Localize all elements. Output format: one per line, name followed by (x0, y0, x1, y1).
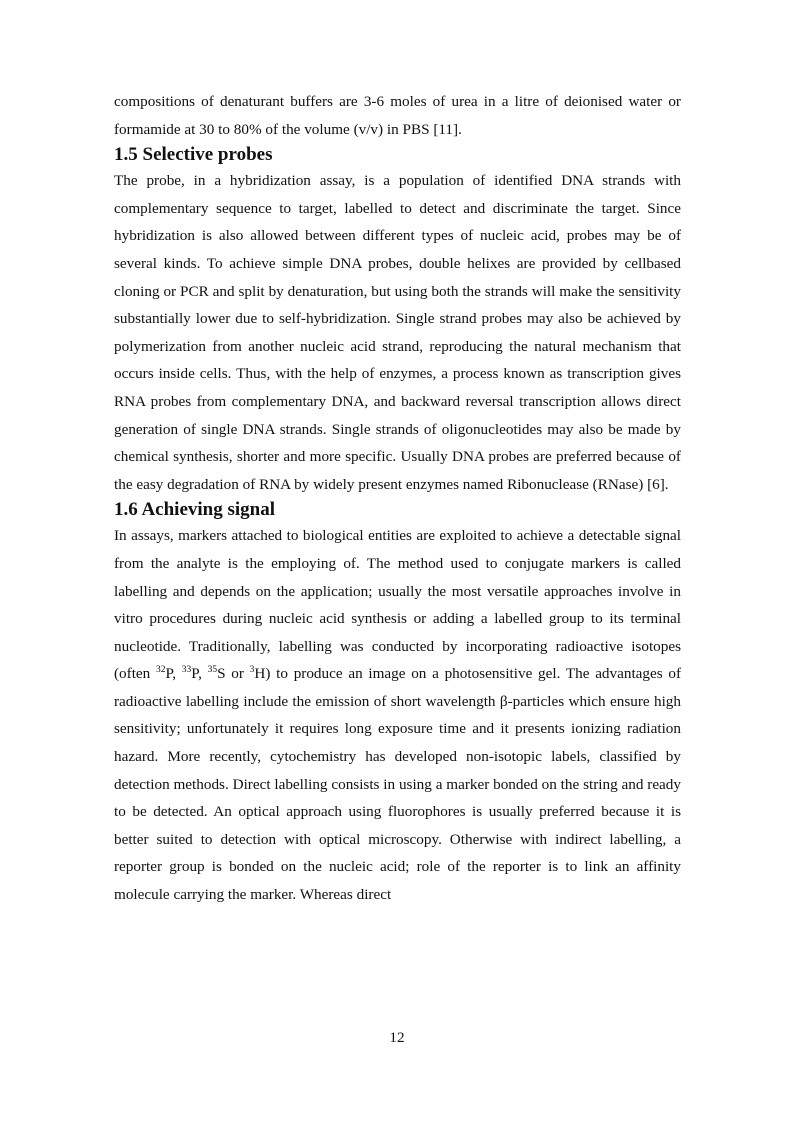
achieving-signal-paragraph (114, 522, 681, 908)
isotope-1 (156, 665, 182, 682)
page-number: 12 (389, 1029, 405, 1046)
isotope-symbol: H (254, 665, 266, 683)
isotope-separator: , (172, 665, 182, 683)
selective-probes-paragraph: The probe, in a hybridization assay, is a population of identified DNA strands with complementary sequence to target, labelled to detect and discriminate the target. Since hybridization is also allowed between different types of nucleic acid, probes may be of several kinds. To achieve simple DNA probes, double helixes are provided by cellbased cloning or PCR and split by denaturation, but using both the strands will make the sensitivity substantially lower due to self-hybridization. Single strand probes may also be achieved by polymerization from another nucleic acid strand, reproducing the natural mechanism that occurs inside cells. Thus, with the help of enzymes, a process known as transcription gives RNA probes from complementary DNA, and backward reversal transcription allows direct generation of single DNA strands. Single strands of oligonucleotides may also be made by chemical synthesis, shorter and more specific. Usually DNA probes are preferred because of the easy degradation of RNA by widely present enzymes named Ribonuclease (RNase) [6]. (114, 172, 681, 493)
isotope-symbol: P (165, 665, 173, 683)
achieving-signal-text-part-1: In assays, markers attached to biological entities are exploited to achieve a detectable signal from the analyte is the employing of. The method used to conjugate markers is called labelling and depends on the application; usually the most versatile approaches involve in vitro procedures during nucleic acid synthesis or adding a labelled group to its terminal nucleotide. Traditionally, labelling was conducted by incorporating radioactive isotopes (often (114, 527, 681, 683)
isotope-symbol: P (191, 665, 199, 683)
section-heading-achieving-signal: 1.6 Achieving signal (114, 499, 275, 521)
document-page (114, 88, 681, 909)
isotope-mass: 35 (207, 665, 218, 676)
isotope-separator: or (225, 665, 250, 683)
isotope-mass: 3 (249, 665, 255, 676)
intro-paragraph: compositions of denaturant buffers are 3-6 moles of urea in a litre of deionised water or formamide at 30 to 80% of the volume (v/v) in PBS [11]. (114, 93, 681, 138)
isotope-4 (250, 665, 266, 682)
section-heading-selective-probes: 1.5 Selective probes (114, 144, 273, 166)
isotope-3 (208, 665, 250, 682)
isotope-separator: , (198, 665, 208, 683)
isotope-mass: 32 (156, 665, 166, 676)
achieving-signal-text-part-2: ) to produce an image on a photosensitive gel. The advantages of radioactive labelling include the emission of short wavelength β-particles which ensure high sensitivity; unfortunately it requires long exposure time and it presents ionizing radiation hazard. More recently, cytochemistry has developed non-isotopic labels, classified by detection methods. Direct labelling consists in using a marker bonded on the string and ready to be detected. An optical approach using fluorophores is usually preferred because it is better suited to detection with optical microscopy. Otherwise with indirect labelling, a reporter group is bonded on the nucleic acid; role of the reporter is to link an affinity molecule carrying the marker. Whereas direct (114, 665, 682, 904)
isotope-2 (182, 665, 208, 682)
isotope-symbol: S (217, 665, 226, 683)
isotope-mass: 33 (181, 665, 192, 676)
